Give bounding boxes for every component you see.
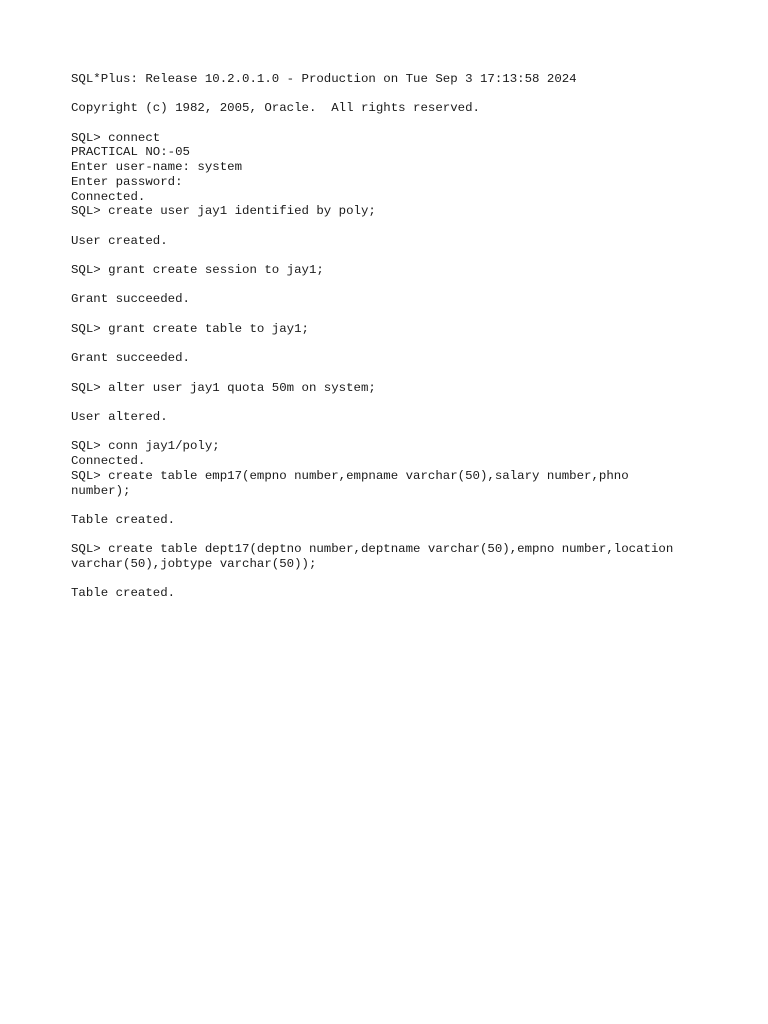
transcript-line: Copyright (c) 1982, 2005, Oracle. All rights reserved. [71,101,480,116]
transcript-line: Grant succeeded. [71,351,190,366]
transcript-line [71,219,751,234]
transcript-line [71,337,751,352]
transcript-line: PRACTICAL NO:-05 [71,145,190,160]
transcript-line [71,116,751,131]
transcript-line [71,87,751,102]
sql-transcript [71,72,751,601]
transcript-line: SQL> create table dept17(deptno number,deptname varchar(50),empno number,location [71,542,674,557]
transcript-line [71,395,751,410]
transcript-line: Enter password: [71,174,183,189]
transcript-line [71,425,751,440]
transcript-line [71,572,751,587]
transcript-line: SQL> grant create session to jay1; [71,263,324,278]
transcript-line: SQL*Plus: Release 10.2.0.1.0 - Production on Tue Sep 3 17:13:58 2024 [71,72,577,86]
transcript-line [71,307,751,322]
transcript-line [71,498,751,513]
transcript-line: Connected. [71,454,146,469]
transcript-line: Connected. [71,189,146,204]
transcript-line: Enter user-name: system [71,160,243,175]
transcript-line: varchar(50),jobtype varchar(50)); [71,557,317,572]
transcript-line [71,278,751,293]
transcript-line: Table created. [71,586,176,601]
transcript-line: User created. [71,233,168,248]
transcript-line: SQL> create user jay1 identified by poly; [71,204,376,219]
transcript-line [71,248,751,263]
transcript-line: Grant succeeded. [71,292,190,307]
transcript-line: SQL> conn jay1/poly; [71,439,220,454]
transcript-line: SQL> alter user jay1 quota 50m on system; [71,380,376,395]
transcript-line [71,528,751,543]
transcript-line: Table created. [71,512,176,527]
transcript-line [71,366,751,381]
transcript-line: SQL> connect [71,130,161,145]
transcript-line: SQL> create table emp17(empno number,empname varchar(50),salary number,phno [71,468,629,483]
transcript-line: number); [71,483,131,498]
transcript-line: User altered. [71,410,168,425]
transcript-line: SQL> grant create table to jay1; [71,321,309,336]
